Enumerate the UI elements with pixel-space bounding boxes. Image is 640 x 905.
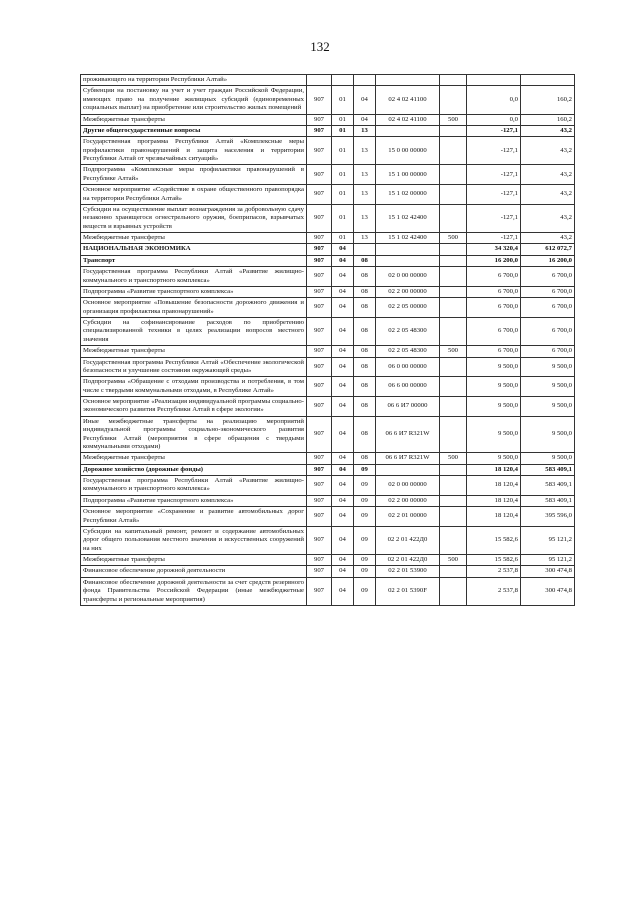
ved-code: 907 bbox=[307, 137, 332, 165]
amount-change: 6 700,0 bbox=[467, 286, 521, 297]
amount-total: 6 700,0 bbox=[521, 346, 575, 357]
subsection-code bbox=[354, 75, 376, 86]
table-row bbox=[81, 453, 575, 464]
section-code: 04 bbox=[332, 267, 354, 287]
expense-type-code bbox=[440, 286, 467, 297]
target-article-code: 02 4 02 41100 bbox=[376, 114, 440, 125]
target-article-code: 15 1 02 42400 bbox=[376, 204, 440, 232]
section-code: 01 bbox=[332, 137, 354, 165]
table-row bbox=[81, 555, 575, 566]
row-name: Межбюджетные трансферты bbox=[81, 346, 307, 357]
ved-code: 907 bbox=[307, 566, 332, 577]
row-name: Подпрограмма «Обращение с отходами производства и потребления, в том числе с твердыми коммунальными отходами, в Республике Алтай» bbox=[81, 377, 307, 397]
ved-code: 907 bbox=[307, 298, 332, 318]
amount-change: 18 120,4 bbox=[467, 464, 521, 475]
section-code: 04 bbox=[332, 555, 354, 566]
amount-change: -127,1 bbox=[467, 185, 521, 205]
subsection-code: 13 bbox=[354, 185, 376, 205]
subsection-code: 04 bbox=[354, 86, 376, 114]
table-row bbox=[81, 507, 575, 527]
section-code: 04 bbox=[332, 377, 354, 397]
section-code: 04 bbox=[332, 577, 354, 605]
row-name: Дорожное хозяйство (дорожные фонды) bbox=[81, 464, 307, 475]
ved-code: 907 bbox=[307, 233, 332, 244]
target-article-code: 06 0 00 00000 bbox=[376, 357, 440, 377]
expense-type-code bbox=[440, 495, 467, 506]
target-article-code: 02 0 00 00000 bbox=[376, 267, 440, 287]
ved-code: 907 bbox=[307, 357, 332, 377]
amount-change: 9 500,0 bbox=[467, 377, 521, 397]
target-article-code: 02 2 01 422Д0 bbox=[376, 555, 440, 566]
row-name: Государственная программа Республики Алтай «Комплексные меры профилактики правонарушений и защита населения и территории Республики Алтай от чрезвычайных ситуаций» bbox=[81, 137, 307, 165]
amount-total: 9 500,0 bbox=[521, 377, 575, 397]
ved-code: 907 bbox=[307, 397, 332, 417]
expense-type-code bbox=[440, 255, 467, 266]
ved-code: 907 bbox=[307, 125, 332, 136]
row-name: Субсидии на капитальный ремонт, ремонт и содержание автомобильных дорог общего пользования местного значения и искусственных сооружений на них bbox=[81, 526, 307, 554]
table-row bbox=[81, 125, 575, 136]
amount-change: 9 500,0 bbox=[467, 357, 521, 377]
row-name: Субвенции на постановку на учет и учет граждан Российской Федерации, имеющих право на получение жилищных субсидий (единовременных социальных выплат) на приобретение или строительство жилых помещений bbox=[81, 86, 307, 114]
expense-type-code bbox=[440, 357, 467, 377]
target-article-code: 02 2 00 00000 bbox=[376, 495, 440, 506]
amount-total: 300 474,8 bbox=[521, 577, 575, 605]
table-row bbox=[81, 86, 575, 114]
expense-type-code bbox=[440, 377, 467, 397]
table-row bbox=[81, 476, 575, 496]
row-name: Межбюджетные трансферты bbox=[81, 453, 307, 464]
table-row bbox=[81, 267, 575, 287]
expense-type-code bbox=[440, 526, 467, 554]
expense-type-code bbox=[440, 318, 467, 346]
section-code: 04 bbox=[332, 464, 354, 475]
section-code: 01 bbox=[332, 114, 354, 125]
section-code: 04 bbox=[332, 526, 354, 554]
target-article-code: 06 6 И7 00000 bbox=[376, 397, 440, 417]
expense-type-code bbox=[440, 267, 467, 287]
section-code: 01 bbox=[332, 233, 354, 244]
target-article-code: 02 2 05 48300 bbox=[376, 346, 440, 357]
expense-type-code bbox=[440, 75, 467, 86]
subsection-code: 08 bbox=[354, 298, 376, 318]
subsection-code: 08 bbox=[354, 255, 376, 266]
amount-total bbox=[521, 75, 575, 86]
target-article-code bbox=[376, 255, 440, 266]
target-article-code: 02 2 01 422Д0 bbox=[376, 526, 440, 554]
amount-total: 6 700,0 bbox=[521, 298, 575, 318]
row-name: Основное мероприятие «Содействие в охране общественного правопорядка на территории Республики Алтай» bbox=[81, 185, 307, 205]
amount-total: 43,2 bbox=[521, 233, 575, 244]
expense-type-code bbox=[440, 298, 467, 318]
subsection-code: 08 bbox=[354, 416, 376, 453]
row-name: Государственная программа Республики Алтай «Обеспечение экологической безопасности и улучшение состояния окружающей среды» bbox=[81, 357, 307, 377]
subsection-code: 04 bbox=[354, 114, 376, 125]
target-article-code: 02 2 00 00000 bbox=[376, 286, 440, 297]
section-code: 04 bbox=[332, 476, 354, 496]
row-name: Межбюджетные трансферты bbox=[81, 555, 307, 566]
subsection-code: 09 bbox=[354, 476, 376, 496]
amount-total: 6 700,0 bbox=[521, 267, 575, 287]
section-code: 01 bbox=[332, 165, 354, 185]
subsection-code: 08 bbox=[354, 286, 376, 297]
table-row bbox=[81, 185, 575, 205]
subsection-code: 13 bbox=[354, 125, 376, 136]
amount-change: 18 120,4 bbox=[467, 495, 521, 506]
target-article-code: 02 2 01 53900 bbox=[376, 566, 440, 577]
expense-type-code bbox=[440, 464, 467, 475]
ved-code: 907 bbox=[307, 507, 332, 527]
section-code: 04 bbox=[332, 566, 354, 577]
target-article-code bbox=[376, 75, 440, 86]
amount-total: 6 700,0 bbox=[521, 318, 575, 346]
ved-code: 907 bbox=[307, 476, 332, 496]
target-article-code bbox=[376, 464, 440, 475]
subsection-code: 09 bbox=[354, 507, 376, 527]
subsection-code: 08 bbox=[354, 397, 376, 417]
amount-total: 95 121,2 bbox=[521, 555, 575, 566]
table-row bbox=[81, 526, 575, 554]
row-name: Государственная программа Республики Алтай «Развитие жилищно-коммунального и транспортного комплекса» bbox=[81, 267, 307, 287]
ved-code bbox=[307, 75, 332, 86]
table-row bbox=[81, 286, 575, 297]
section-code: 04 bbox=[332, 495, 354, 506]
expense-type-code bbox=[440, 566, 467, 577]
expense-type-code bbox=[440, 244, 467, 255]
ved-code: 907 bbox=[307, 464, 332, 475]
table-row bbox=[81, 416, 575, 453]
amount-total: 9 500,0 bbox=[521, 397, 575, 417]
amount-total: 16 200,0 bbox=[521, 255, 575, 266]
target-article-code: 02 2 01 00000 bbox=[376, 507, 440, 527]
amount-total: 300 474,8 bbox=[521, 566, 575, 577]
table-row bbox=[81, 233, 575, 244]
amount-total: 583 409,1 bbox=[521, 464, 575, 475]
subsection-code: 13 bbox=[354, 165, 376, 185]
table-row bbox=[81, 377, 575, 397]
amount-total: 583 409,1 bbox=[521, 495, 575, 506]
amount-change: 18 120,4 bbox=[467, 507, 521, 527]
row-name: Другие общегосударственные вопросы bbox=[81, 125, 307, 136]
table-row bbox=[81, 566, 575, 577]
section-code: 04 bbox=[332, 507, 354, 527]
amount-change: -127,1 bbox=[467, 137, 521, 165]
target-article-code bbox=[376, 125, 440, 136]
expense-type-code bbox=[440, 86, 467, 114]
expense-type-code bbox=[440, 165, 467, 185]
target-article-code: 06 6 И7 R321W bbox=[376, 453, 440, 464]
section-code: 01 bbox=[332, 185, 354, 205]
section-code: 04 bbox=[332, 397, 354, 417]
amount-change: 18 120,4 bbox=[467, 476, 521, 496]
section-code: 04 bbox=[332, 255, 354, 266]
table-row bbox=[81, 75, 575, 86]
amount-change: -127,1 bbox=[467, 233, 521, 244]
table-row bbox=[81, 137, 575, 165]
row-name: Основное мероприятие «Сохранение и развитие автомобильных дорог Республики Алтай» bbox=[81, 507, 307, 527]
subsection-code: 08 bbox=[354, 357, 376, 377]
amount-change: 0,0 bbox=[467, 86, 521, 114]
amount-change: 34 320,4 bbox=[467, 244, 521, 255]
amount-total: 160,2 bbox=[521, 114, 575, 125]
amount-total: 43,2 bbox=[521, 125, 575, 136]
ved-code: 907 bbox=[307, 555, 332, 566]
row-name: НАЦИОНАЛЬНАЯ ЭКОНОМИКА bbox=[81, 244, 307, 255]
row-name: Субсидии на осуществление выплат вознаграждения за добровольную сдачу незаконно хранящегося огнестрельного оружия, боеприпасов, взрывчатых веществ и взрывных устройств bbox=[81, 204, 307, 232]
amount-total: 160,2 bbox=[521, 86, 575, 114]
section-code: 04 bbox=[332, 286, 354, 297]
target-article-code: 15 1 02 00000 bbox=[376, 185, 440, 205]
amount-total: 583 409,1 bbox=[521, 476, 575, 496]
amount-total: 612 072,7 bbox=[521, 244, 575, 255]
amount-change: 9 500,0 bbox=[467, 416, 521, 453]
target-article-code: 06 6 00 00000 bbox=[376, 377, 440, 397]
target-article-code: 02 0 00 00000 bbox=[376, 476, 440, 496]
ved-code: 907 bbox=[307, 114, 332, 125]
amount-total: 43,2 bbox=[521, 204, 575, 232]
section-code: 04 bbox=[332, 453, 354, 464]
target-article-code: 02 2 01 5390F bbox=[376, 577, 440, 605]
amount-change: 9 500,0 bbox=[467, 397, 521, 417]
section-code: 04 bbox=[332, 318, 354, 346]
row-name: Межбюджетные трансферты bbox=[81, 233, 307, 244]
section-code bbox=[332, 75, 354, 86]
expense-type-code bbox=[440, 137, 467, 165]
ved-code: 907 bbox=[307, 165, 332, 185]
table-row bbox=[81, 397, 575, 417]
target-article-code: 02 4 02 41100 bbox=[376, 86, 440, 114]
amount-change: 15 582,6 bbox=[467, 526, 521, 554]
table-row bbox=[81, 255, 575, 266]
expense-type-code bbox=[440, 507, 467, 527]
row-name: Финансовое обеспечение дорожной деятельности за счет средств резервного фонда Правительства Российской Федерации (иные межбюджетные трансферты и региональные мероприятия) bbox=[81, 577, 307, 605]
subsection-code: 13 bbox=[354, 137, 376, 165]
row-name: Субсидии на софинансирование расходов по приобретению специализированной техники в целях реализации вопросов местного значения bbox=[81, 318, 307, 346]
amount-change: 6 700,0 bbox=[467, 318, 521, 346]
subsection-code: 08 bbox=[354, 346, 376, 357]
table-row bbox=[81, 244, 575, 255]
amount-change: 6 700,0 bbox=[467, 267, 521, 287]
ved-code: 907 bbox=[307, 453, 332, 464]
amount-total: 43,2 bbox=[521, 165, 575, 185]
expense-type-code bbox=[440, 476, 467, 496]
section-code: 04 bbox=[332, 357, 354, 377]
subsection-code: 09 bbox=[354, 526, 376, 554]
ved-code: 907 bbox=[307, 267, 332, 287]
subsection-code: 13 bbox=[354, 233, 376, 244]
amount-change: 16 200,0 bbox=[467, 255, 521, 266]
table-row bbox=[81, 165, 575, 185]
amount-change: 6 700,0 bbox=[467, 298, 521, 318]
amount-change: 2 537,8 bbox=[467, 577, 521, 605]
table-row bbox=[81, 577, 575, 605]
amount-change: 2 537,8 bbox=[467, 566, 521, 577]
table-row bbox=[81, 204, 575, 232]
target-article-code: 02 2 05 00000 bbox=[376, 298, 440, 318]
expense-type-code bbox=[440, 185, 467, 205]
page-number: 132 bbox=[310, 39, 330, 54]
row-name: Государственная программа Республики Алтай «Развитие жилищно-коммунального и транспортного комплекса» bbox=[81, 476, 307, 496]
target-article-code: 15 0 00 00000 bbox=[376, 137, 440, 165]
row-name: Основное мероприятие «Повышение безопасности дорожного движения и организация профилактика правонарушений» bbox=[81, 298, 307, 318]
ved-code: 907 bbox=[307, 495, 332, 506]
amount-total: 395 596,0 bbox=[521, 507, 575, 527]
section-code: 01 bbox=[332, 125, 354, 136]
expense-type-code bbox=[440, 397, 467, 417]
row-name: Иные межбюджетные трансферты на реализацию мероприятий индивидуальной программы социально-экономического развития Республики Алтай (мероприятия в сфере обращения с твердыми коммунальными отходами) bbox=[81, 416, 307, 453]
amount-total: 9 500,0 bbox=[521, 357, 575, 377]
expense-type-code: 500 bbox=[440, 555, 467, 566]
table-row bbox=[81, 298, 575, 318]
subsection-code: 09 bbox=[354, 566, 376, 577]
table-row bbox=[81, 495, 575, 506]
row-name: Подпрограмма «Комплексные меры профилактики правонарушений в Республике Алтай» bbox=[81, 165, 307, 185]
amount-change: 6 700,0 bbox=[467, 346, 521, 357]
subsection-code: 09 bbox=[354, 464, 376, 475]
subsection-code bbox=[354, 244, 376, 255]
amount-total: 43,2 bbox=[521, 185, 575, 205]
row-name: Транспорт bbox=[81, 255, 307, 266]
amount-total: 9 500,0 bbox=[521, 453, 575, 464]
ved-code: 907 bbox=[307, 86, 332, 114]
ved-code: 907 bbox=[307, 377, 332, 397]
section-code: 01 bbox=[332, 204, 354, 232]
subsection-code: 08 bbox=[354, 453, 376, 464]
expense-type-code: 500 bbox=[440, 233, 467, 244]
subsection-code: 09 bbox=[354, 577, 376, 605]
ved-code: 907 bbox=[307, 318, 332, 346]
subsection-code: 09 bbox=[354, 555, 376, 566]
ved-code: 907 bbox=[307, 204, 332, 232]
subsection-code: 08 bbox=[354, 267, 376, 287]
row-name: Основное мероприятие «Реализация индивидуальной программы социально-экономического развития Республики Алтай в сфере экологии» bbox=[81, 397, 307, 417]
section-code: 04 bbox=[332, 298, 354, 318]
section-code: 04 bbox=[332, 244, 354, 255]
amount-change: 15 582,6 bbox=[467, 555, 521, 566]
expense-type-code bbox=[440, 416, 467, 453]
expense-type-code bbox=[440, 125, 467, 136]
table-row bbox=[81, 464, 575, 475]
ved-code: 907 bbox=[307, 526, 332, 554]
table-row bbox=[81, 318, 575, 346]
amount-change: -127,1 bbox=[467, 204, 521, 232]
target-article-code: 15 1 02 42400 bbox=[376, 233, 440, 244]
ved-code: 907 bbox=[307, 286, 332, 297]
ved-code: 907 bbox=[307, 255, 332, 266]
expense-type-code: 500 bbox=[440, 114, 467, 125]
table-row bbox=[81, 346, 575, 357]
amount-change: -127,1 bbox=[467, 165, 521, 185]
amount-total: 6 700,0 bbox=[521, 286, 575, 297]
target-article-code: 15 1 00 00000 bbox=[376, 165, 440, 185]
target-article-code: 06 6 И7 R321W bbox=[376, 416, 440, 453]
target-article-code bbox=[376, 244, 440, 255]
row-name: Подпрограмма «Развитие транспортного комплекса» bbox=[81, 286, 307, 297]
ved-code: 907 bbox=[307, 244, 332, 255]
amount-change bbox=[467, 75, 521, 86]
row-name: Финансовое обеспечение дорожной деятельности bbox=[81, 566, 307, 577]
amount-change: -127,1 bbox=[467, 125, 521, 136]
table-row bbox=[81, 357, 575, 377]
row-name: Межбюджетные трансферты bbox=[81, 114, 307, 125]
budget-table bbox=[80, 74, 575, 606]
ved-code: 907 bbox=[307, 346, 332, 357]
amount-total: 95 121,2 bbox=[521, 526, 575, 554]
table-row bbox=[81, 114, 575, 125]
target-article-code: 02 2 05 48300 bbox=[376, 318, 440, 346]
expense-type-code: 500 bbox=[440, 453, 467, 464]
expense-type-code: 500 bbox=[440, 346, 467, 357]
subsection-code: 08 bbox=[354, 377, 376, 397]
section-code: 04 bbox=[332, 416, 354, 453]
section-code: 01 bbox=[332, 86, 354, 114]
expense-type-code bbox=[440, 577, 467, 605]
expense-type-code bbox=[440, 204, 467, 232]
section-code: 04 bbox=[332, 346, 354, 357]
ved-code: 907 bbox=[307, 416, 332, 453]
row-name: проживающего на территории Республики Алтай» bbox=[81, 75, 307, 86]
amount-change: 0,0 bbox=[467, 114, 521, 125]
ved-code: 907 bbox=[307, 185, 332, 205]
row-name: Подпрограмма «Развитие транспортного комплекса» bbox=[81, 495, 307, 506]
subsection-code: 08 bbox=[354, 318, 376, 346]
amount-change: 9 500,0 bbox=[467, 453, 521, 464]
amount-total: 9 500,0 bbox=[521, 416, 575, 453]
ved-code: 907 bbox=[307, 577, 332, 605]
amount-total: 43,2 bbox=[521, 137, 575, 165]
subsection-code: 09 bbox=[354, 495, 376, 506]
subsection-code: 13 bbox=[354, 204, 376, 232]
